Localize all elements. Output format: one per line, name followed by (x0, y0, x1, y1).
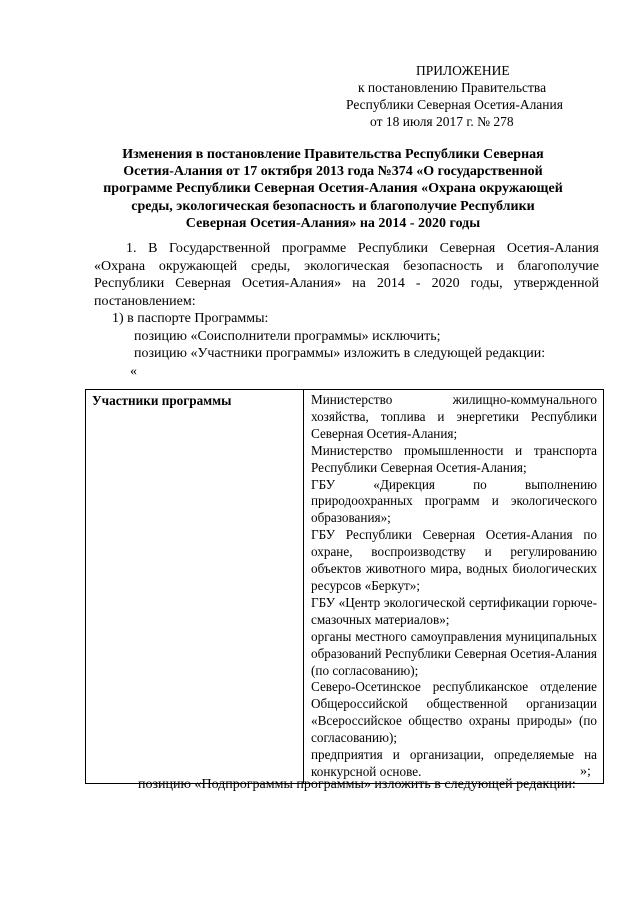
title-line-5: Северная Осетия-Алания» на 2014 - 2020 годы (185, 215, 481, 231)
last-line: позицию «Подпрограммы программы» изложить в следующей редакции: (138, 777, 576, 792)
paragraph-1: 1. В Государственной программе Республики Северная Осетия-Алания «Охрана окружающей среды, экологическая безопасность и благополучие Республики Северная Осетия-Алания» на 2014 - 2020 годы, утвержденной постановлением: (94, 241, 599, 309)
document-body (94, 240, 599, 380)
appendix-header (340, 62, 600, 130)
participant-item: ГБУ «Дирекция по выполнению природоохранных программ и экологического образования»; (311, 476, 597, 526)
position-participants: позицию «Участники программы» изложить в следующей редакции: (134, 346, 546, 361)
appendix-line-1: к постановлению Правительства (358, 80, 547, 95)
participants-table (85, 389, 604, 784)
participant-item: предприятия и организации, определяемые на конкурсной основе. (311, 747, 597, 779)
participant-item: Министерство жилищно-коммунального хозяйства, топлива и энергетики Республики Северная Осетия-Алания; (311, 392, 597, 441)
title-line-2: Осетия-Алания от 17 октября 2013 года №374 «О государственной (123, 164, 543, 180)
appendix-line-2: Республики Северная Осетия-Алания (346, 97, 563, 112)
table-row (86, 390, 604, 784)
participant-item: Северо-Осетинское республиканское отделение Общероссийской общественной организации «Всероссийское общество охраны природы» (по согласованию); (311, 679, 597, 746)
participant-item: Министерство промышленности и транспорта Республики Северная Осетия-Алания; (311, 442, 597, 475)
table-value-cell (304, 390, 604, 784)
appendix-heading: ПРИЛОЖЕНИЕ (416, 63, 510, 78)
appendix-line-3: от 18 июля 2017 г. № 278 (370, 114, 514, 129)
item-1: 1) в паспорте Программы: (112, 311, 269, 326)
position-coexecutors: позицию «Соисполнители программы» исключить; (134, 328, 441, 344)
table-label-cell: Участники программы (86, 390, 304, 784)
participant-item: ГБУ «Центр экологической сертификации горюче-смазочных материалов»; (311, 594, 597, 627)
title-line-3: программе Республики Северная Осетия-Алания «Охрана окружающей (103, 181, 563, 197)
quote-open: « (130, 363, 137, 379)
document-title (80, 146, 586, 232)
title-line-1: Изменения в постановление Правительства Республики Северная (122, 147, 544, 162)
participant-item: ГБУ Республики Северная Осетия-Алания по охране, воспроизводству и регулированию объектов животного мира, водных биологических ресурсов «Беркут»; (311, 527, 597, 593)
title-line-4: среды, экологическая безопасность и благополучие Республики (131, 198, 535, 214)
participant-item: органы местного самоуправления муниципальных образований Республики Северная Осетия-Алания (по согласованию); (311, 628, 597, 678)
quote-close: »; (580, 764, 591, 779)
